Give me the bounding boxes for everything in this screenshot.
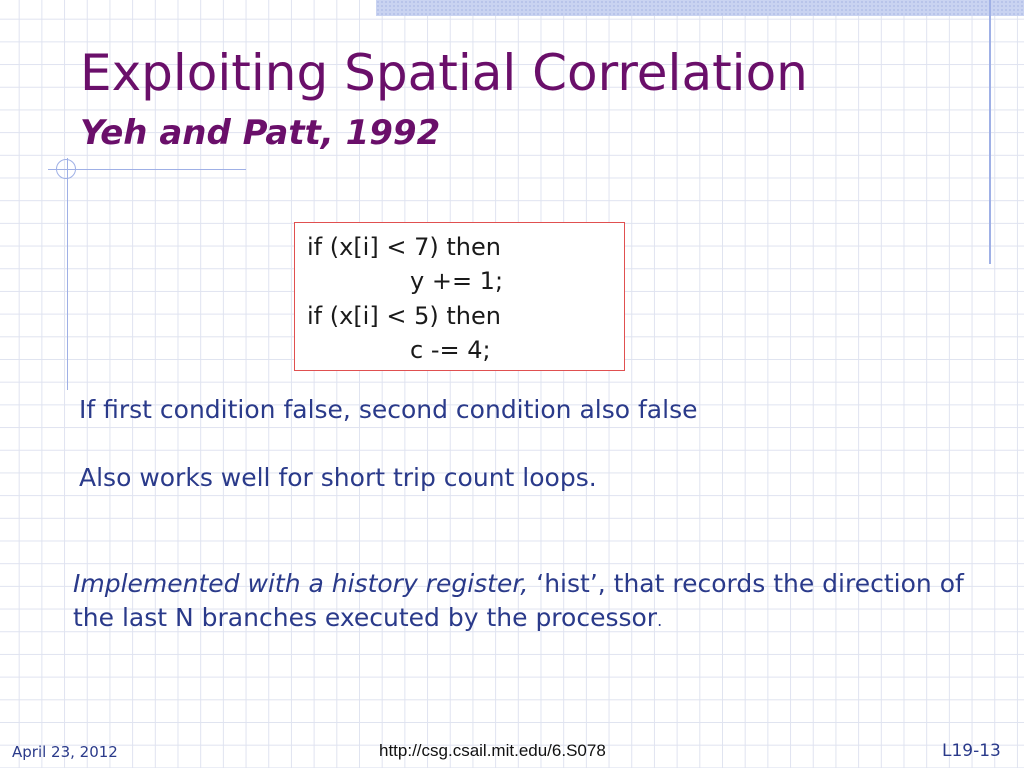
- footer-slide-number: L19-13: [942, 741, 1001, 761]
- bullet-first-condition: If first condition false, second condition also false: [79, 395, 698, 424]
- rule-intersection-circle: [56, 159, 76, 179]
- note-italic-part: Implemented with a history register,: [73, 569, 529, 598]
- code-line-3: if (x[i] < 5) then: [307, 302, 501, 330]
- code-snippet-box: [294, 222, 625, 371]
- note-rest-part: ‘hist’, that records the direction of the last N branches executed by the processor: [73, 569, 964, 632]
- history-register-note: [73, 567, 973, 638]
- title-underline-rule: [48, 169, 246, 170]
- slide-subtitle: Yeh and Patt, 1992: [80, 113, 441, 153]
- bullet-short-trip-loops: Also works well for short trip count loops.: [79, 463, 597, 492]
- left-vertical-rule: [67, 158, 68, 390]
- top-decorative-band: [376, 0, 1024, 16]
- code-line-1: if (x[i] < 7) then: [307, 233, 501, 261]
- note-end-mark: .: [657, 611, 663, 630]
- footer-url-link[interactable]: http://csg.csail.mit.edu/6.S078: [379, 741, 606, 760]
- slide-title: Exploiting Spatial Correlation: [80, 44, 808, 102]
- code-line-2: y += 1;: [410, 267, 504, 295]
- code-line-4: c -= 4;: [410, 336, 491, 364]
- right-vertical-rule: [989, 0, 991, 264]
- footer-date: April 23, 2012: [12, 743, 118, 761]
